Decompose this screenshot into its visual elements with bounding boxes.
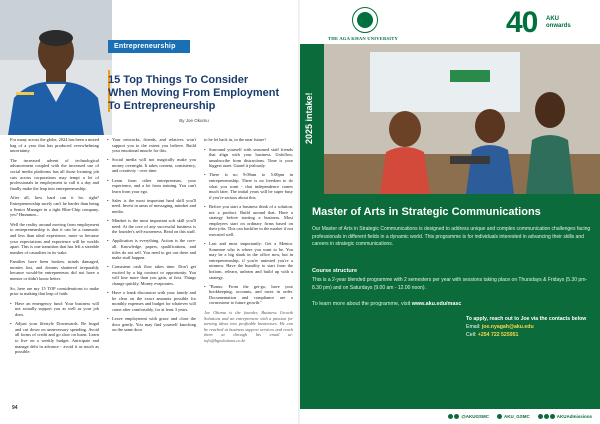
paragraph: Families have been broken, minds damaged, monies lost, and dreams shattered irreparably because would-be entrepreneurs did not have a mentor or didn't know better. (10, 259, 99, 282)
paragraph: For many across the globe, 2024 has been a mixed bag of a year that has produced overwhelming uncertainty. (10, 137, 99, 154)
article-column-1 (10, 137, 99, 399)
article-column-3 (204, 137, 293, 399)
course-structure-heading: Course structure (312, 268, 358, 274)
section-tag: Entrepreneurship (108, 40, 190, 53)
list-item: • "Bonus: From the get-go, have your bookkeeping, accounts, and taxes in order. Documentation and compliance are a cornerstone to future growth." (204, 284, 293, 306)
list-item: • Mindset is the most important soft skill you'll need. At the core of any successful business is the founder's self-awareness. Read on this stuff. (107, 218, 196, 235)
social-icon (448, 414, 453, 419)
paragraph: So, here are my 15 TOP considerations to make prior to making that leap of faith: (10, 285, 99, 297)
contact-section (300, 237, 600, 407)
intake-label: 2025 intake! (304, 92, 314, 144)
list-item: • Sales is the most important hard skill you'll need. Invest in areas of messaging, mindset and media. (107, 198, 196, 215)
article-columns (10, 137, 294, 399)
paragraph: to be let back in, in the near future! (204, 137, 266, 142)
paragraph: After all, how hard can it be, right? Entrepreneurship surely can't be harder than being a Senior Manager in a tight Blue-Chip company, yes? Hmmmm... (10, 195, 99, 218)
social-handle-2[interactable] (497, 414, 530, 419)
hero-photo (300, 44, 600, 194)
bullet-list (107, 137, 196, 333)
social-icon (454, 414, 459, 419)
article-headline: 15 Top Things To Consider When Moving From Employment To Entrepreneurship (108, 74, 280, 112)
list-item: • Your networks, friends, and relatives won't support you to the extent you believe. Build your emotional muscle for this. (107, 137, 196, 154)
anniversary-sub-1: AKU (546, 16, 559, 22)
list-item: • Before you start a business think of a solution, not a product. Build around that. Have a strategy before starting a business. Most employees start on ordinary firms based on their jobs. This can backfire in the market if not executed well. (204, 204, 293, 238)
social-handle-3[interactable] (538, 414, 592, 419)
contact-cell (466, 331, 594, 339)
article-column-2 (107, 137, 196, 399)
social-handle-1[interactable] (448, 414, 489, 419)
contact-card (462, 315, 598, 339)
anniversary-label (546, 16, 571, 30)
list-item: • There is no 9:00am to 5:00pm in entrepreneurship. There is no freedom to do what you want - that independence comes much later. The initial years will be super busy if you're serious about this. (204, 172, 293, 200)
social-handle-text: @AKUGSMC (461, 414, 489, 419)
email-link[interactable]: joe.nyagah@aku.edu (481, 324, 534, 330)
list-item: • Learn from other entrepreneurs, your experience, and a lot from training. You can't learn from your ego. (107, 178, 196, 195)
bullet-list (10, 301, 99, 355)
list-item: • Surround yourself with seasoned staff friends that align with your business. Unfollow, unsubscribe from distractions. Time is your biggest asset. Guard it jealously. (204, 147, 293, 169)
social-icon (550, 414, 555, 419)
phone-number[interactable]: +254 722 525951 (477, 332, 519, 338)
university-name: THE AGA KHAN UNIVERSITY (328, 36, 399, 41)
social-icons (448, 414, 459, 419)
learn-more-prefix: To learn more about the programme, visit (312, 301, 412, 307)
programme-url-link[interactable]: www.aku.edu/masc (411, 301, 462, 307)
list-item: • Application is everything. Action is the core-all. Knowledge, papers, qualifications, and titles do not sell. You need to get out there and make stuff happen. (107, 238, 196, 260)
paragraph: Well the reality around moving from employment to entrepreneurship is that it can be a traumatic and less than ideal experience, more so because your expectations and experience will be worlds apart. This is one transition that has left a sizeable number of casualties in its wake. (10, 221, 99, 255)
social-handle-text: AKUAdmissions (556, 414, 592, 419)
social-handle-text: AKU_GSMC (503, 414, 530, 419)
list-item: • Consistent cash flow takes time. Don't get excited by a big contract or opportunity. You will lose more than you gain, at first. Things change quickly. Money evaporates. (107, 264, 196, 286)
social-icon (497, 414, 502, 419)
email-label: Email: (466, 324, 482, 330)
bullet-list (204, 147, 293, 306)
programme-title: Master of Arts in Strategic Communications (312, 206, 541, 218)
social-footer (300, 409, 600, 424)
page-number: 94 (12, 405, 18, 411)
headline-box (108, 74, 280, 123)
author-bio: Joe Okumu is the founder, Business Growth Solutions and an entrepreneur with a passion for turning ideas into profitable businesses. He can be reached at business support services and reach them at through his email at: info@bgsolutions.co.ke (204, 310, 293, 343)
course-structure-body: This is a 2-year blended programme with 2 semesters per year with sessions taking place on Thursdays & Fridays (5.30 pm-8.30 pm) and on Saturdays (9.00 am - 12.00 noon). (312, 277, 588, 291)
article-byline: By Joe Okumu (179, 118, 209, 123)
social-icon (544, 414, 549, 419)
list-item: • Have a frank discussion with your family and be clear on the exact amounts possible for monthly expenses and budget for whatever will come after comfortably, for at least 3 years. (107, 290, 196, 312)
contact-intro: To apply, reach out to Joe via the contacts below (466, 316, 587, 322)
anniversary-number: 40 (506, 6, 538, 39)
social-icons (538, 414, 555, 419)
author-photo (0, 0, 112, 135)
aku-logo-icon (352, 7, 378, 33)
list-item: • Have an emergency fund: Your business will not actually support you as well as your job does. (10, 301, 99, 318)
social-icon (538, 414, 543, 419)
ad-header (300, 0, 600, 50)
list-item: • Leave employment with grace and close the door gently. You may find yourself knocking on the same door (107, 316, 196, 333)
magazine-right-page (300, 0, 600, 424)
cell-label: Cell: (466, 332, 478, 338)
list-item: • Social media will not magically make you money overnight. It takes content, consistency, and creativity - over time. (107, 157, 196, 174)
list-item: • Last and most importantly: Get a Mentor. Someone who is where you want to be. You may be a big shark in the office now, but in entrepreneurship, if you're untested you're a minnow. Have the humility to start from the bottom, relearn, unlearn and build up with a strategy. (204, 241, 293, 280)
paragraph: The increased advent of technological advancement coupled with the increased use of social media platforms has all those looming job cuts across corporations may tempt a lot of professionals in employment to call it a day and finally make the leap into entrepreneurship. (10, 157, 99, 191)
list-item: • Adjust your lifestyle Downwards. Be frugal and cut down on unnecessary spending. Avoid all forms of credit and go slow on loans. Learn to live on a weekly budget. Anticipate and manage debt in advance - avoid it as much as possible. (10, 321, 99, 355)
contact-email (466, 323, 594, 331)
anniversary-sub-2: onwards (546, 23, 571, 29)
programme-description: Our Master of Arts in Strategic Communications is designed to address unique and complex communication challenges facing professionals in different fields in a dynamic world. This programme is for individuals interested in advancing their skills and careers in strategic communications. (312, 226, 591, 248)
